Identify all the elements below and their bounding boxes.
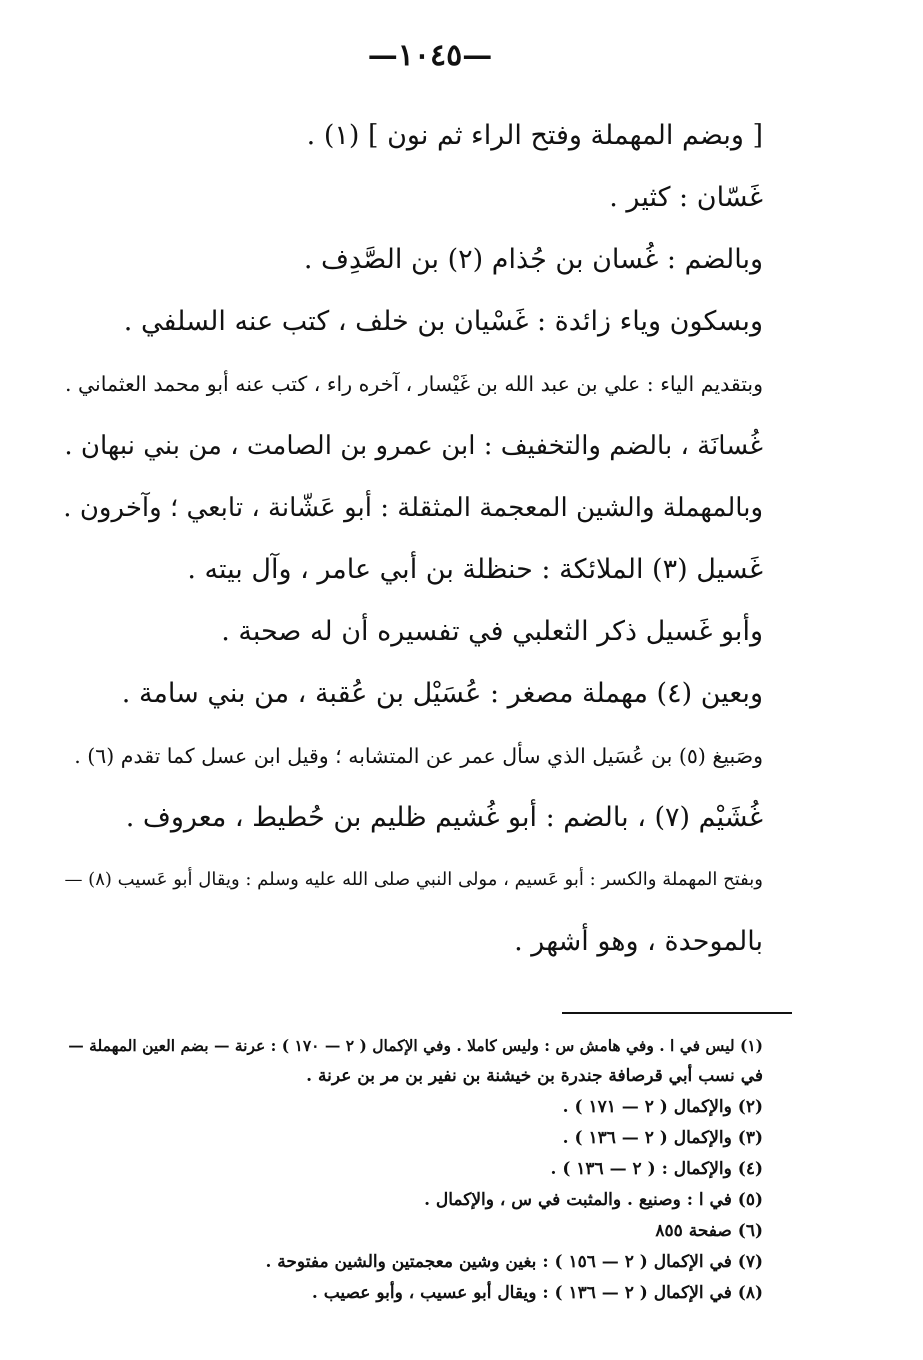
body-line: وبسكون وياء زائدة : غَسْيان بن خلف ، كتب عنه السلفي .: [123, 306, 763, 337]
footnote-line: (٢) والإكمال ( ٢ — ١٧١ ) .: [562, 1097, 763, 1117]
footnote-divider: [562, 1012, 792, 1014]
body-line: وأبو غَسيل ذكر الثعلبي في تفسيره أن له صحبة .: [221, 616, 763, 647]
footnote-line: (٧) في الإكمال ( ٢ — ١٥٦ ) : بغين وشين معجمتين والشين مفتوحة .: [265, 1252, 763, 1272]
body-line: غُسانَة ، بالضم والتخفيف : ابن عمرو بن الصامت ، من بني نبهان .: [64, 431, 763, 461]
footnotes: [63, 1030, 763, 1309]
body-line: غُشَيْم (٧) ، بالضم : أبو غُشيم ظليم بن حُطيط ، معروف .: [125, 802, 763, 833]
footnote-line: (١) ليس في ا . وفي هامش س : وليس كاملا . وفي الإكمال ( ٢ — ١٧٠ ) : عرنة — بضم العين المهملة —: [68, 1036, 763, 1055]
body-line: بالموحدة ، وهو أشهر .: [514, 926, 763, 957]
page-number: —١٠٤٥—: [367, 38, 493, 73]
body-line: غَسيل (٣) الملائكة : حنظلة بن أبي عامر ، وآل بيته .: [187, 554, 763, 585]
body-line: وبالضم : غُسان بن جُذام (٢) بن الصَّدِف .: [303, 244, 763, 275]
footnote-line: (٥) في ا : وصنيع . والمثبت في س ، والإكمال .: [424, 1190, 763, 1210]
footnote-line: (٤) والإكمال : ( ٢ — ١٣٦ ) .: [550, 1159, 763, 1179]
body-text: [63, 105, 763, 973]
body-line: وبعين (٤) مهملة مصغر : عُسَيْل بن عُقبة ، من بني سامة .: [121, 678, 763, 709]
footnote-line: (٨) في الإكمال ( ٢ — ١٣٦ ) : ويقال أبو عسيب ، وأبو عصيب .: [311, 1283, 763, 1303]
footnote-line: (٣) والإكمال ( ٢ — ١٣٦ ) .: [562, 1128, 763, 1148]
body-line: غَسّان : كثير .: [609, 182, 763, 213]
body-line: وبالمهملة والشين المعجمة المثقلة : أبو عَشّانة ، تابعي ؛ وآخرون .: [63, 493, 763, 523]
body-line: وبتقديم الياء : علي بن عبد الله بن غَيْسار ، آخره راء ، كتب عنه أبو محمد العثماني .: [64, 372, 763, 396]
footnote-line: (٦) صفحة ٨٥٥: [655, 1221, 763, 1241]
body-line: وبفتح المهملة والكسر : أبو عَسيم ، مولى النبي صلى الله عليه وسلم : ويقال أبو عَسيب (٨) —: [64, 869, 763, 890]
footnote-line: في نسب أبي قرصافة جندرة بن خيشنة بن نفير بن مر بن عرنة .: [306, 1066, 763, 1086]
body-line: [ وبضم المهملة وفتح الراء ثم نون ] (١) .: [306, 120, 763, 151]
body-line: وصَبيغ (٥) بن عُسَيل الذي سأل عمر عن المتشابه ؛ وقيل ابن عسل كما تقدم (٦) .: [74, 744, 763, 768]
